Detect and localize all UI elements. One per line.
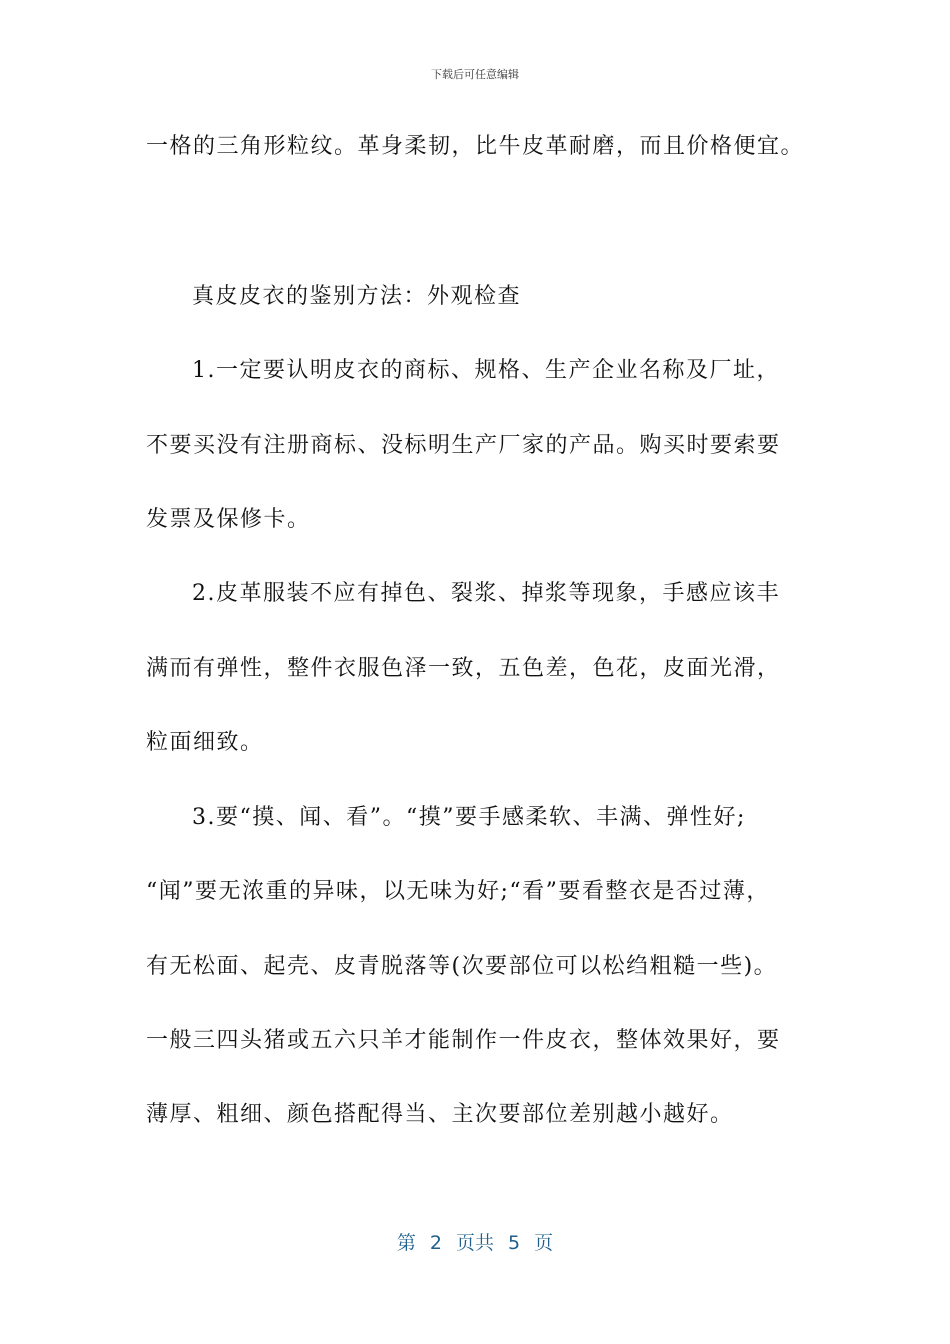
total-pages-number: 5 [508, 1232, 521, 1254]
current-page-number: 2 [429, 1232, 442, 1254]
page-label-prefix: 第 [396, 1232, 416, 1254]
body-line: 满而有弹性，整件衣服色泽一致，五色差，色花，皮面光滑， [146, 656, 781, 681]
body-line: 一格的三角形粒纹。革身柔韧，比牛皮革耐磨，而且价格便宜。 [146, 134, 805, 159]
body-line: 发票及保修卡。 [146, 507, 311, 532]
body-line: 薄厚、粗细、颜色搭配得当、主次要部位差别越小越好。 [146, 1102, 734, 1127]
body-line: 一般三四头猪或五六只羊才能制作一件皮衣，整体效果好，要 [146, 1028, 781, 1053]
body-line: 粒面细致。 [146, 730, 264, 755]
page-header: 下载后可任意编辑 [431, 68, 519, 81]
body-line: 2.皮革服装不应有掉色、裂浆、掉浆等现象，手感应该丰 [192, 581, 780, 606]
page-label-mid: 页共 [455, 1232, 494, 1254]
body-line: 有无松面、起壳、皮青脱落等(次要部位可以松绉粗糙一些)。 [146, 954, 778, 979]
section-heading: 真皮皮衣的鉴别方法：外观检查 [192, 284, 522, 309]
body-line: 不要买没有注册商标、没标明生产厂家的产品。购买时要索要 [146, 433, 781, 458]
body-line: 1.一定要认明皮衣的商标、规格、生产企业名称及厂址， [192, 358, 780, 383]
body-line: 3.要“摸、闻、看”。“摸”要手感柔软、丰满、弹性好; [192, 805, 746, 830]
body-line: “闻”要无浓重的异味，以无味为好;“看”要看整衣是否过薄， [146, 879, 770, 904]
page-footer [0, 1228, 950, 1255]
page-label-suffix: 页 [534, 1232, 554, 1254]
